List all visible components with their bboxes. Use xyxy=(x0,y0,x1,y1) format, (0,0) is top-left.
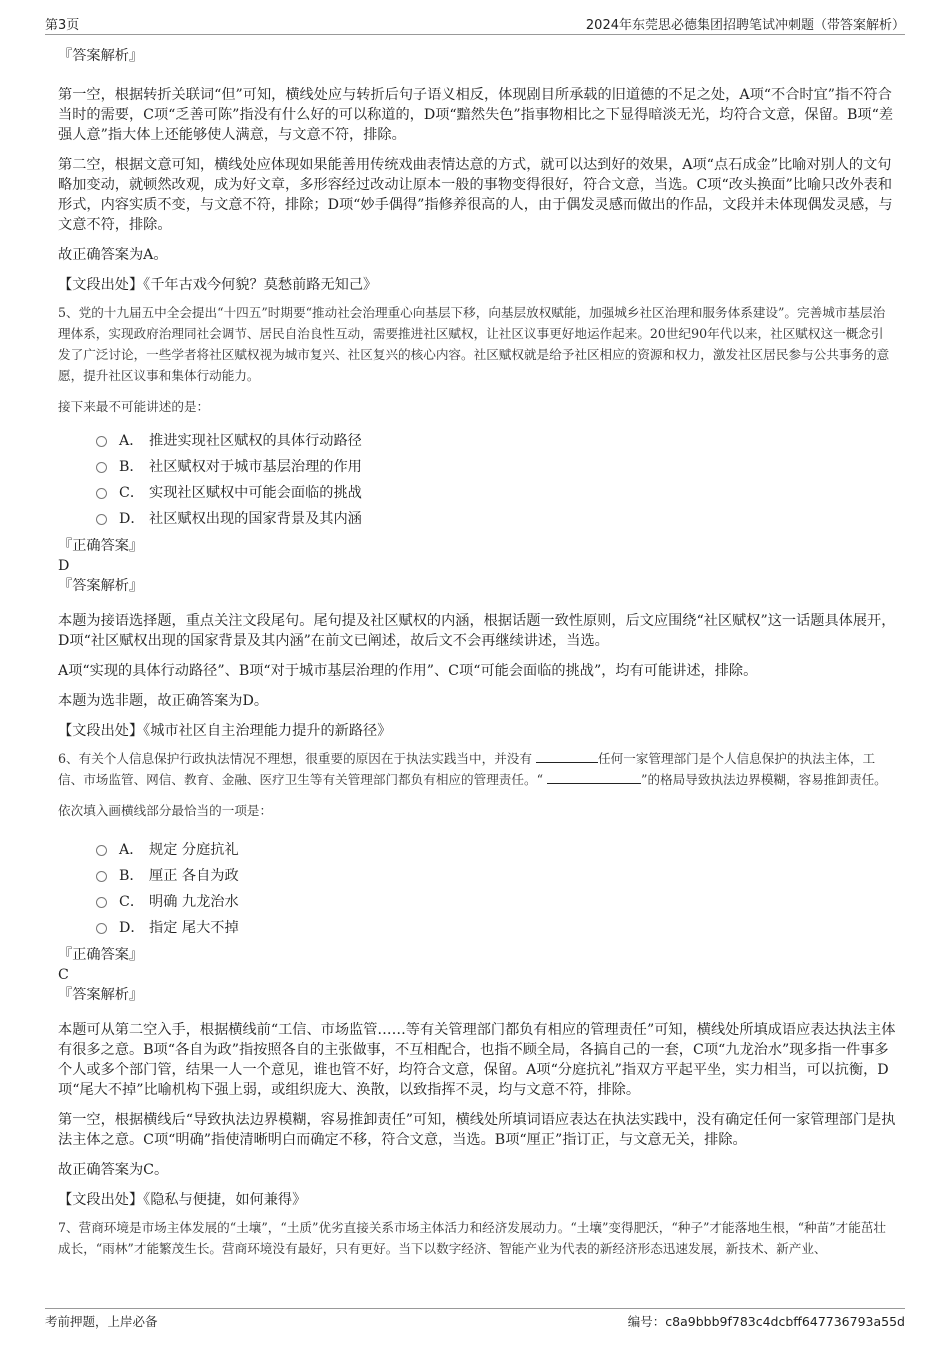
page-footer xyxy=(45,1308,905,1329)
q5-conclusion: 本题为选非题，故正确答案为D。 xyxy=(58,693,269,709)
radio-icon[interactable] xyxy=(96,923,107,934)
q6-option-c[interactable]: C． 明确 九龙治水 xyxy=(96,889,896,915)
document-title: 2024年东莞思必德集团招聘笔试冲刺题（带答案解析） xyxy=(585,18,905,33)
fill-blank-2 xyxy=(547,771,641,784)
radio-icon[interactable] xyxy=(96,897,107,908)
q4-analysis-label: 『答案解析』 xyxy=(58,48,144,64)
q5-prompt: 接下来最不可能讲述的是： xyxy=(58,399,210,414)
q5-stem: 5、党的十九届五中全会提出“十四五”时期要“推动社会治理重心向基层下移，向基层放权赋能，加强城乡社区治理和服务体系建设”。完善城市基层治理体系，实现政府治理同社会调节、居民自治良性互动，需要推进社区赋权，让社区议事更好地运作起来。20世纪90年代以来，社区赋权这一概念引发了广泛讨论，一些学者将社区赋权视为城市复兴、社区复兴的核心内容。社区赋权就是给予社区相应的资源和权力，激发社区居民参与公共事务的意愿，提升社区议事和集体行动能力。 xyxy=(58,305,890,383)
q5-analysis-paragraph-2: A项“实现的具体行动路径”、B项“对于城市基层治理的作用”、C项“可能会面临的挑战”，均有可能讲述，排除。 xyxy=(58,663,758,679)
page-content xyxy=(58,42,896,1259)
q6-analysis-paragraph-2: 第一空，根据横线后“导致执法边界模糊，容易推卸责任”可知，横线处所填词语应表达在执法实践中，没有确定任何一家管理部门是执法主体之意。C项“明确”指使清晰明白而确定不移，符合文意，当选。B项“厘正”指订正，与文意无关，排除。 xyxy=(58,1112,896,1148)
radio-icon[interactable] xyxy=(96,514,107,525)
q6-analysis-label: 『答案解析』 xyxy=(58,987,144,1003)
q6-option-d[interactable]: D． 指定 尾大不掉 xyxy=(96,915,896,941)
q5-option-a[interactable]: A． 推进实现社区赋权的具体行动路径 xyxy=(96,428,896,454)
q5-option-d[interactable]: D． 社区赋权出现的国家背景及其内涵 xyxy=(96,506,896,532)
radio-icon[interactable] xyxy=(96,845,107,856)
q6-options xyxy=(96,837,896,941)
q5-options xyxy=(96,428,896,532)
q6-source: 【文段出处】《隐私与便捷，如何兼得》 xyxy=(58,1192,307,1208)
q4-analysis-paragraph-1: 第一空，根据转折关联词“但”可知，横线处应与转折后句子语义相反，体现剧目所承载的旧道德的不足之处，A项“不合时宜”指不符合当时的需要，C项“乏善可陈”指没有什么好的可以称道的，D项“黯然失色”指事物相比之下显得暗淡无光，均符合文意，保留。B项“差强人意”指大体上还能够使人满意，与文意不符，排除。 xyxy=(58,87,894,143)
radio-icon[interactable] xyxy=(96,871,107,882)
page-number: 第3页 xyxy=(45,18,80,33)
q7-stem: 7、营商环境是市场主体发展的“土壤”，“土质”优劣直接关系市场主体活力和经济发展动力。“土壤”变得肥沃，“种子”才能落地生根，“种苗”才能茁壮成长，“雨林”才能繁茂生长。营商环境没有最好，只有更好。当下以数字经济、智能产业为代表的新经济形态迅速发展，新技术、新产业、 xyxy=(58,1220,887,1256)
q6-prompt: 依次填入画横线部分最恰当的一项是： xyxy=(58,803,273,818)
footer-slogan: 考前押题，上岸必备 xyxy=(45,1314,158,1329)
q5-option-c[interactable]: C． 实现社区赋权中可能会面临的挑战 xyxy=(96,480,896,506)
radio-icon[interactable] xyxy=(96,462,107,473)
q4-source: 【文段出处】《千年古戏今何貌？莫愁前路无知己》 xyxy=(58,277,378,293)
q5-option-b[interactable]: B． 社区赋权对于城市基层治理的作用 xyxy=(96,454,896,480)
q5-source: 【文段出处】《城市社区自主治理能力提升的新路径》 xyxy=(58,723,392,739)
q6-stem: 6、有关个人信息保护行政执法情况不理想，很重要的原因在于执法实践当中，并没有 任何一家管理部门是个人信息保护的执法主体，工信、市场监管、网信、教育、金融、医疗卫生等有关管理部门都负有相应的管理责任。“ ”的格局导致执法边界模糊，容易推卸责任。 xyxy=(58,751,887,787)
q6-option-b[interactable]: B． 厘正 各自为政 xyxy=(96,863,896,889)
q6-option-a[interactable]: A． 规定 分庭抗礼 xyxy=(96,837,896,863)
q5-answer: D xyxy=(58,558,70,574)
q6-conclusion: 故正确答案为C。 xyxy=(58,1162,169,1178)
radio-icon[interactable] xyxy=(96,488,107,499)
page-header xyxy=(45,12,905,35)
q6-analysis-paragraph-1: 本题可从第二空入手，根据横线前“工信、市场监管……等有关管理部门都负有相应的管理责任”可知，横线处所填成语应表达执法主体有很多之意。B项“各自为政”指按照各自的主张做事，不互相配合，也指不顾全局，各搞自己的一套，C项“九龙治水”现多指一件事多个人或多个部门管，结果一人一个意见，谁也管不好，均符合文意，保留。A项“分庭抗礼”指双方平起平坐，实力相当，可以抗衡，D项“尾大不掉”比喻机构下强上弱，或组织庞大、涣散，以致指挥不灵，均与文意不符，排除。 xyxy=(58,1022,896,1098)
document-code: 编号：c8a9bbb9f783c4dcbff647736793a55d xyxy=(627,1314,905,1329)
q5-analysis-label: 『答案解析』 xyxy=(58,578,144,594)
radio-icon[interactable] xyxy=(96,436,107,447)
fill-blank-1 xyxy=(536,750,598,763)
q6-answer-label: 『正确答案』 xyxy=(58,947,144,963)
q5-answer-label: 『正确答案』 xyxy=(58,538,144,554)
q6-answer: C xyxy=(58,967,69,983)
q5-analysis-paragraph-1: 本题为接语选择题，重点关注文段尾句。尾句提及社区赋权的内涵，根据话题一致性原则，后文应围绕“社区赋权”这一话题具体展开，D项“社区赋权出现的国家背景及其内涵”在前文已阐述，故后文不会再继续讲述，当选。 xyxy=(58,613,896,649)
q4-analysis-paragraph-2: 第二空，根据文意可知，横线处应体现如果能善用传统戏曲表情达意的方式，就可以达到好的效果，A项“点石成金”比喻对别人的文句略加变动，就顿然改观，成为好文章，多形容经过改动让原本一般的事物变得很好，符合文意，当选。C项“改头换面”比喻只改外表和形式，内容实质不变，与文意不符，排除；D项“妙手偶得”指修养很高的人，由于偶发灵感而做出的作品，文段并未体现偶发灵感，与文意不符，排除。 xyxy=(58,157,893,233)
q4-conclusion: 故正确答案为A。 xyxy=(58,247,168,263)
